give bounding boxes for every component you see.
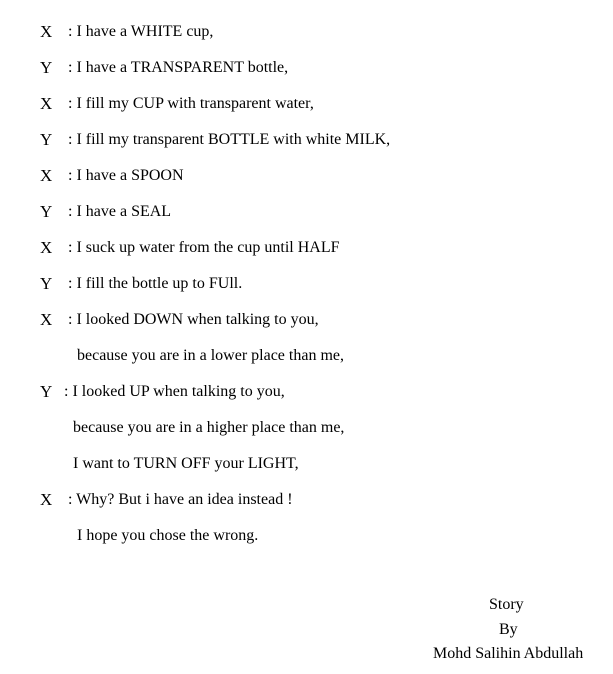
speaker-label: Y xyxy=(40,274,53,293)
dialogue-line: : I fill my CUP with transparent water, xyxy=(68,95,314,112)
speaker-label: Y xyxy=(40,382,53,401)
speaker-label: X xyxy=(40,22,53,41)
speaker-label: X xyxy=(40,310,53,329)
speaker-label: Y xyxy=(40,202,53,221)
dialogue-line: : I fill my transparent BOTTLE with white MILK, xyxy=(68,131,391,148)
dialogue-line: : Why? But i have an idea instead ! xyxy=(68,491,293,508)
credit-story: Story xyxy=(489,596,524,613)
dialogue-line: : I have a SEAL xyxy=(68,203,172,220)
speaker-label: Y xyxy=(40,130,53,149)
dialogue-line: : I fill the bottle up to FUll. xyxy=(68,275,243,292)
dialogue-line: because you are in a higher place than me, xyxy=(73,419,345,436)
dialogue-line: : I have a SPOON xyxy=(68,167,184,184)
credit-author: Mohd Salihin Abdullah xyxy=(433,645,584,662)
credit-by: By xyxy=(499,621,518,638)
dialogue-line: : I have a WHITE cup, xyxy=(68,23,214,40)
speaker-label: X xyxy=(40,490,53,509)
dialogue-line: I hope you chose the wrong. xyxy=(77,527,259,544)
speaker-label: X xyxy=(40,94,53,113)
speaker-label: X xyxy=(40,166,53,185)
dialogue-line: because you are in a lower place than me, xyxy=(77,347,344,364)
dialogue-line: : I have a TRANSPARENT bottle, xyxy=(68,59,289,76)
dialogue-line: I want to TURN OFF your LIGHT, xyxy=(73,455,299,472)
speaker-label: Y xyxy=(40,58,53,77)
dialogue-line: : I looked DOWN when talking to you, xyxy=(68,311,319,328)
dialogue-line: : I suck up water from the cup until HALF xyxy=(68,239,340,256)
speaker-label: X xyxy=(40,238,53,257)
dialogue-line: : I looked UP when talking to you, xyxy=(64,383,285,400)
